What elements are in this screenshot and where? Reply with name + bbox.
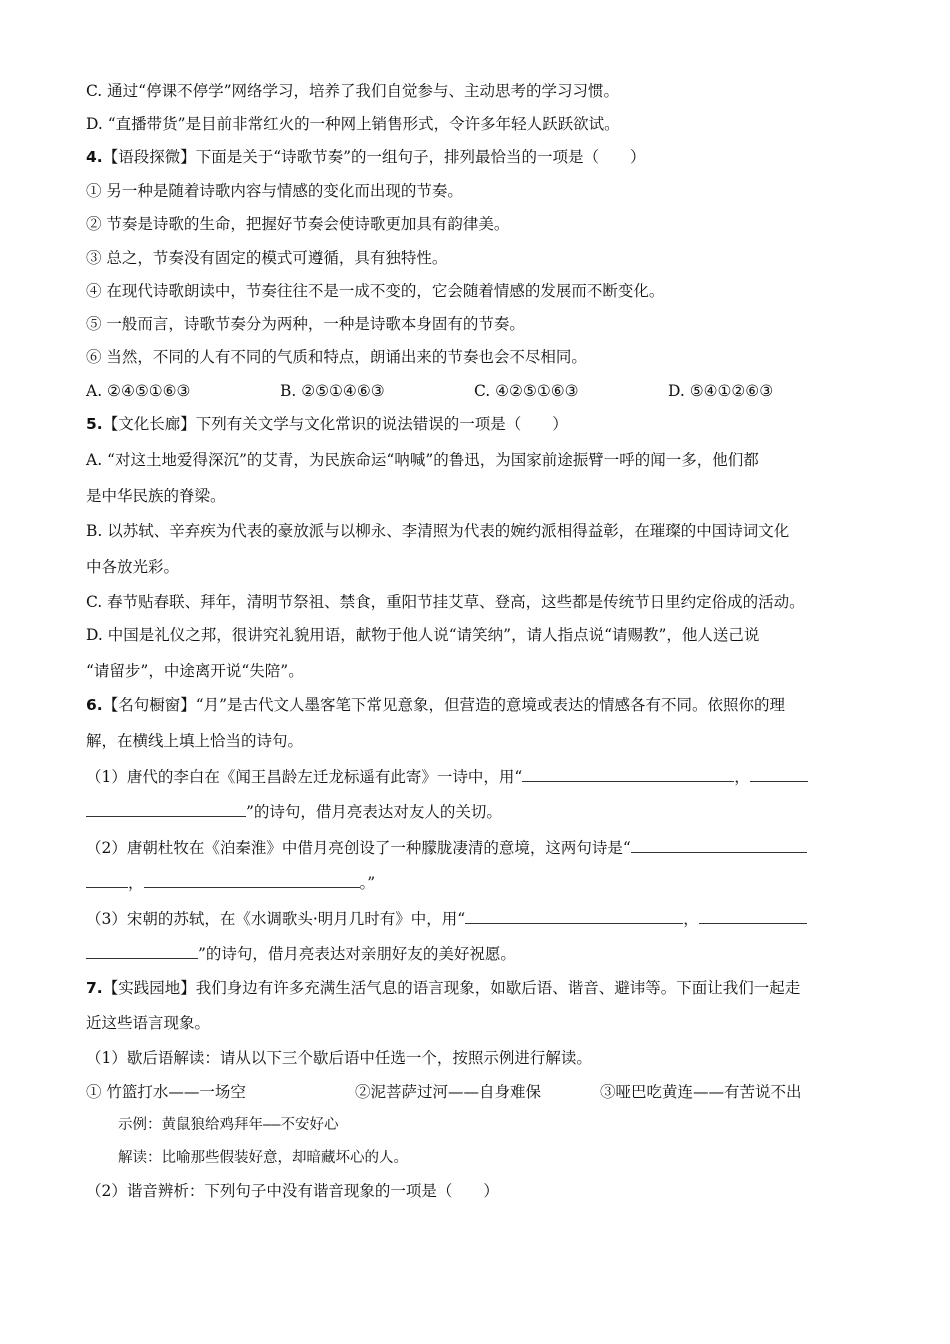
q6-part3-blank-2a[interactable] bbox=[699, 909, 807, 924]
q7-xiehouyu-3: ③哑巴吃黄连——有苦说不出 bbox=[600, 1083, 802, 1101]
q5-option-a-line1: A. “对这土地爱得深沉”的艾青，为民族命运“呐喊”的鲁迅，为国家前途振臂一呼的闻一多，他们都 bbox=[86, 451, 759, 469]
q5-option-d-line1: D. 中国是礼仪之邦，很讲究礼貌用语，献物于他人说“请笑纳”，请人指点说“请赐教”，他人送己说 bbox=[86, 626, 760, 644]
q6-part3-blank-2b[interactable] bbox=[86, 944, 198, 959]
q4-stem-text: 【语段探微】下面是关于“诗歌节奏”的一组句子，排列最恰当的一项是（ ） bbox=[102, 148, 646, 166]
q6-part2-comma: ， bbox=[128, 874, 144, 892]
q3-option-d: D. “直播带货”是目前非常红火的一种网上销售形式，令许多年轻人跃跃欲试。 bbox=[86, 115, 620, 133]
q4-sentence-4: ④ 在现代诗歌朗读中，节奏往往不是一成不变的，它会随着情感的发展而不断变化。 bbox=[86, 282, 665, 300]
q4-option-d: D. ⑤④①②⑥③ bbox=[668, 382, 774, 400]
q6-part1-blank-1[interactable] bbox=[522, 767, 734, 782]
q4-option-a: A. ②④⑤①⑥③ bbox=[86, 382, 191, 400]
q7-explanation: 解读：比喻那些假装好意，却暗藏坏心的人。 bbox=[118, 1150, 408, 1166]
q6-part2-blank-1b[interactable] bbox=[86, 873, 128, 888]
q6-number: 6. bbox=[86, 696, 103, 714]
q7-number: 7. bbox=[86, 979, 103, 997]
q6-part2-line1 bbox=[86, 838, 807, 858]
q6-part1-blank-2b[interactable] bbox=[86, 802, 246, 817]
q5-option-c: C. 春节贴春联、拜年，清明节祭祖、禁食，重阳节挂艾草、登高，这些都是传统节日里约定俗成的活动。 bbox=[86, 593, 805, 611]
q5-option-a-line2: 是中华民族的脊梁。 bbox=[86, 487, 226, 505]
q6-part1-blank-2a[interactable] bbox=[750, 767, 808, 782]
q6-part3-line1 bbox=[86, 909, 807, 929]
q4-sentence-6: ⑥ 当然，不同的人有不同的气质和特点，朗诵出来的节奏也会不尽相同。 bbox=[86, 348, 587, 366]
q6-part3-line2 bbox=[86, 944, 516, 964]
q6-stem-line2: 解，在横线上填上恰当的诗句。 bbox=[86, 732, 304, 750]
q6-part3-comma: ， bbox=[683, 910, 699, 928]
q7-part1: （1）歇后语解读：请从以下三个歇后语中任选一个，按照示例进行解读。 bbox=[86, 1049, 592, 1067]
q6-part2-text: （2）唐朝杜牧在《泊秦淮》中借月亮创设了一种朦胧凄清的意境，这两句诗是“ bbox=[86, 839, 631, 857]
q4-sentence-3: ③ 总之，节奏没有固定的模式可遵循，具有独特性。 bbox=[86, 249, 448, 267]
q4-option-c: C. ④②⑤①⑥③ bbox=[474, 382, 579, 400]
q5-stem bbox=[86, 414, 568, 434]
q7-xiehouyu-1: ① 竹篮打水——一场空 bbox=[86, 1083, 246, 1101]
q4-sentence-2: ② 节奏是诗歌的生命，把握好节奏会使诗歌更加具有韵律美。 bbox=[86, 215, 510, 233]
q7-stem-line2: 近这些语言现象。 bbox=[86, 1014, 211, 1032]
q6-part3-end: ”的诗句，借月亮表达对亲朋好友的美好祝愿。 bbox=[198, 945, 516, 963]
q6-part1-text: （1）唐代的李白在《闻王昌龄左迁龙标遥有此寄》一诗中，用“ bbox=[86, 768, 523, 786]
q5-stem-text: 【文化长廊】下列有关文学与文化常识的说法错误的一项是（ ） bbox=[102, 415, 568, 433]
q5-option-b-line2: 中各放光彩。 bbox=[86, 558, 180, 576]
q6-part3-text: （3）宋朝的苏轼，在《水调歌头·明月几时有》中，用“ bbox=[86, 910, 466, 928]
q4-sentence-5: ⑤ 一般而言，诗歌节奏分为两种，一种是诗歌本身固有的节奏。 bbox=[86, 315, 525, 333]
q5-number: 5. bbox=[86, 415, 103, 433]
q3-option-c: C. 通过“停课不停学”网络学习，培养了我们自觉参与、主动思考的学习习惯。 bbox=[86, 82, 620, 100]
q6-part2-line2 bbox=[86, 873, 375, 893]
q6-part1-line2 bbox=[86, 802, 502, 822]
q7-xiehouyu-2: ②泥菩萨过河——自身难保 bbox=[355, 1083, 542, 1101]
q7-part2: （2）谐音辨析：下列句子中没有谐音现象的一项是（ ） bbox=[86, 1182, 499, 1200]
q6-part1-end: ”的诗句，借月亮表达对友人的关切。 bbox=[246, 803, 502, 821]
q5-option-d-line2: “请留步”，中途离开说“失陪”。 bbox=[86, 662, 304, 680]
q6-part1-comma: ， bbox=[734, 768, 750, 786]
q5-option-b-line1: B. 以苏轼、辛弃疾为代表的豪放派与以柳永、李清照为代表的婉约派相得益彰，在璀璨的中国诗词文化 bbox=[86, 522, 790, 540]
q6-part2-blank-1a[interactable] bbox=[631, 838, 807, 853]
q4-option-b: B. ②⑤①④⑥③ bbox=[280, 382, 385, 400]
q6-part2-blank-2[interactable] bbox=[144, 873, 360, 888]
q6-part1-line1 bbox=[86, 767, 808, 787]
q4-sentence-1: ① 另一种是随着诗歌内容与情感的变化而出现的节奏。 bbox=[86, 182, 463, 200]
q4-stem bbox=[86, 147, 646, 167]
q7-stem-line1 bbox=[86, 978, 800, 998]
q4-number: 4. bbox=[86, 148, 103, 166]
q6-part2-end: 。” bbox=[359, 874, 376, 892]
q6-stem-text: 【名句橱窗】“月”是古代文人墨客笔下常见意象，但营造的意境或表达的情感各有不同。依照你的理 bbox=[102, 696, 786, 714]
q7-stem-text: 【实践园地】我们身边有许多充满生活气息的语言现象，如歇后语、谐音、避讳等。下面让我们一起走 bbox=[102, 979, 801, 997]
q7-example: 示例：黄鼠狼给鸡拜年——不安好心 bbox=[118, 1117, 339, 1133]
q6-stem-line1 bbox=[86, 695, 785, 715]
q6-part3-blank-1[interactable] bbox=[465, 909, 683, 924]
